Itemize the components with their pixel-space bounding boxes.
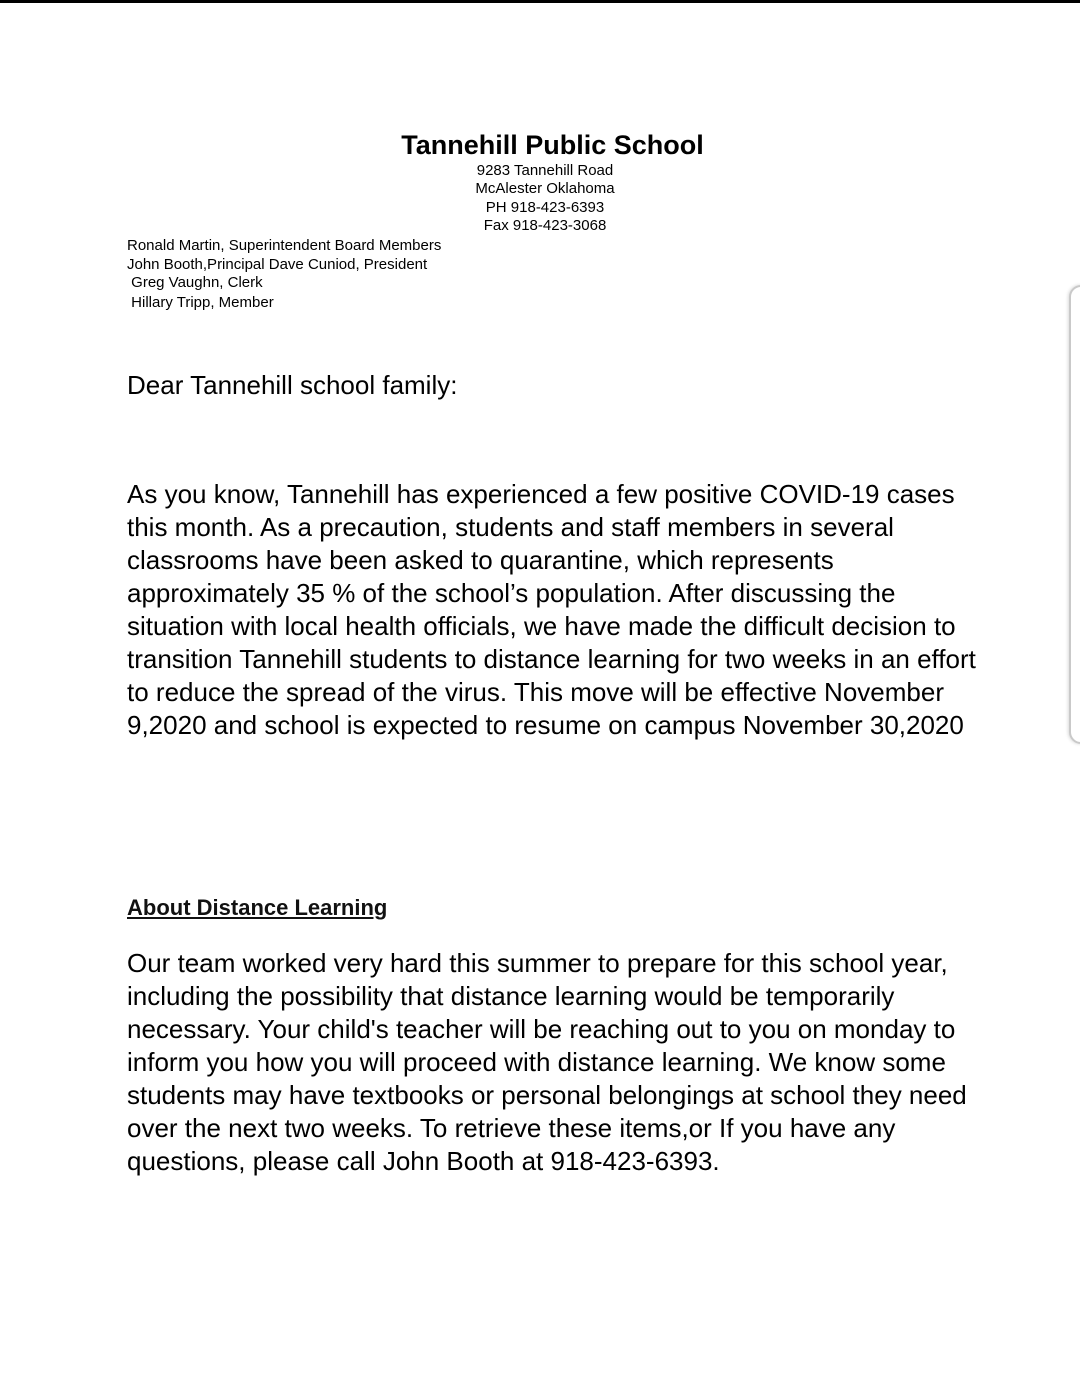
school-name: Tannehill Public School <box>401 130 704 160</box>
address-phone: PH 918-423-6393 <box>485 199 605 216</box>
staff-line: Ronald Martin, Superintendent Board Members <box>127 237 442 254</box>
paragraph-line: Our team worked very hard this summer to prepare for this school year, <box>127 948 948 978</box>
address-city: McAlester Oklahoma <box>475 180 615 197</box>
address-street: 9283 Tannehill Road <box>476 162 614 179</box>
side-panel-handle[interactable] <box>1069 285 1080 744</box>
staff-line: Greg Vaughn, Clerk <box>127 274 263 291</box>
intro-paragraph <box>127 478 1037 742</box>
paragraph-line: students may have textbooks or personal belongings at school they need <box>127 1080 967 1110</box>
address-fax: Fax 918-423-3068 <box>483 217 607 234</box>
paragraph-line: this month. As a precaution, students and staff members in several <box>127 512 894 542</box>
top-border <box>0 0 1080 3</box>
paragraph-line: approximately 35 % of the school’s population. After discussing the <box>127 578 896 608</box>
paragraph-line: 9,2020 and school is expected to resume on campus November 30,2020 <box>127 710 964 740</box>
paragraph-line: including the possibility that distance learning would be temporarily <box>127 981 895 1011</box>
distance-learning-paragraph <box>127 947 1037 1178</box>
paragraph-line: over the next two weeks. To retrieve these items,or If you have any <box>127 1113 896 1143</box>
paragraph-line: As you know, Tannehill has experienced a few positive COVID-19 cases <box>127 479 955 509</box>
paragraph-line: to reduce the spread of the virus. This move will be effective November <box>127 677 944 707</box>
paragraph-line: necessary. Your child's teacher will be reaching out to you on monday to <box>127 1014 956 1044</box>
paragraph-line: questions, please call John Booth at 918-423-6393. <box>127 1146 720 1176</box>
paragraph-line: transition Tannehill students to distance learning for two weeks in an effort <box>127 644 976 674</box>
paragraph-line: inform you how you will proceed with distance learning. We know some <box>127 1047 946 1077</box>
paragraph-line: classrooms have been asked to quarantine, which represents <box>127 545 834 575</box>
paragraph-line: situation with local health officials, we have made the difficult decision to <box>127 611 956 641</box>
staff-line: Hillary Tripp, Member <box>127 294 274 311</box>
greeting: Dear Tannehill school family: <box>127 370 458 400</box>
staff-line: John Booth,Principal Dave Cuniod, President <box>127 256 428 273</box>
section-heading: About Distance Learning <box>127 895 388 920</box>
